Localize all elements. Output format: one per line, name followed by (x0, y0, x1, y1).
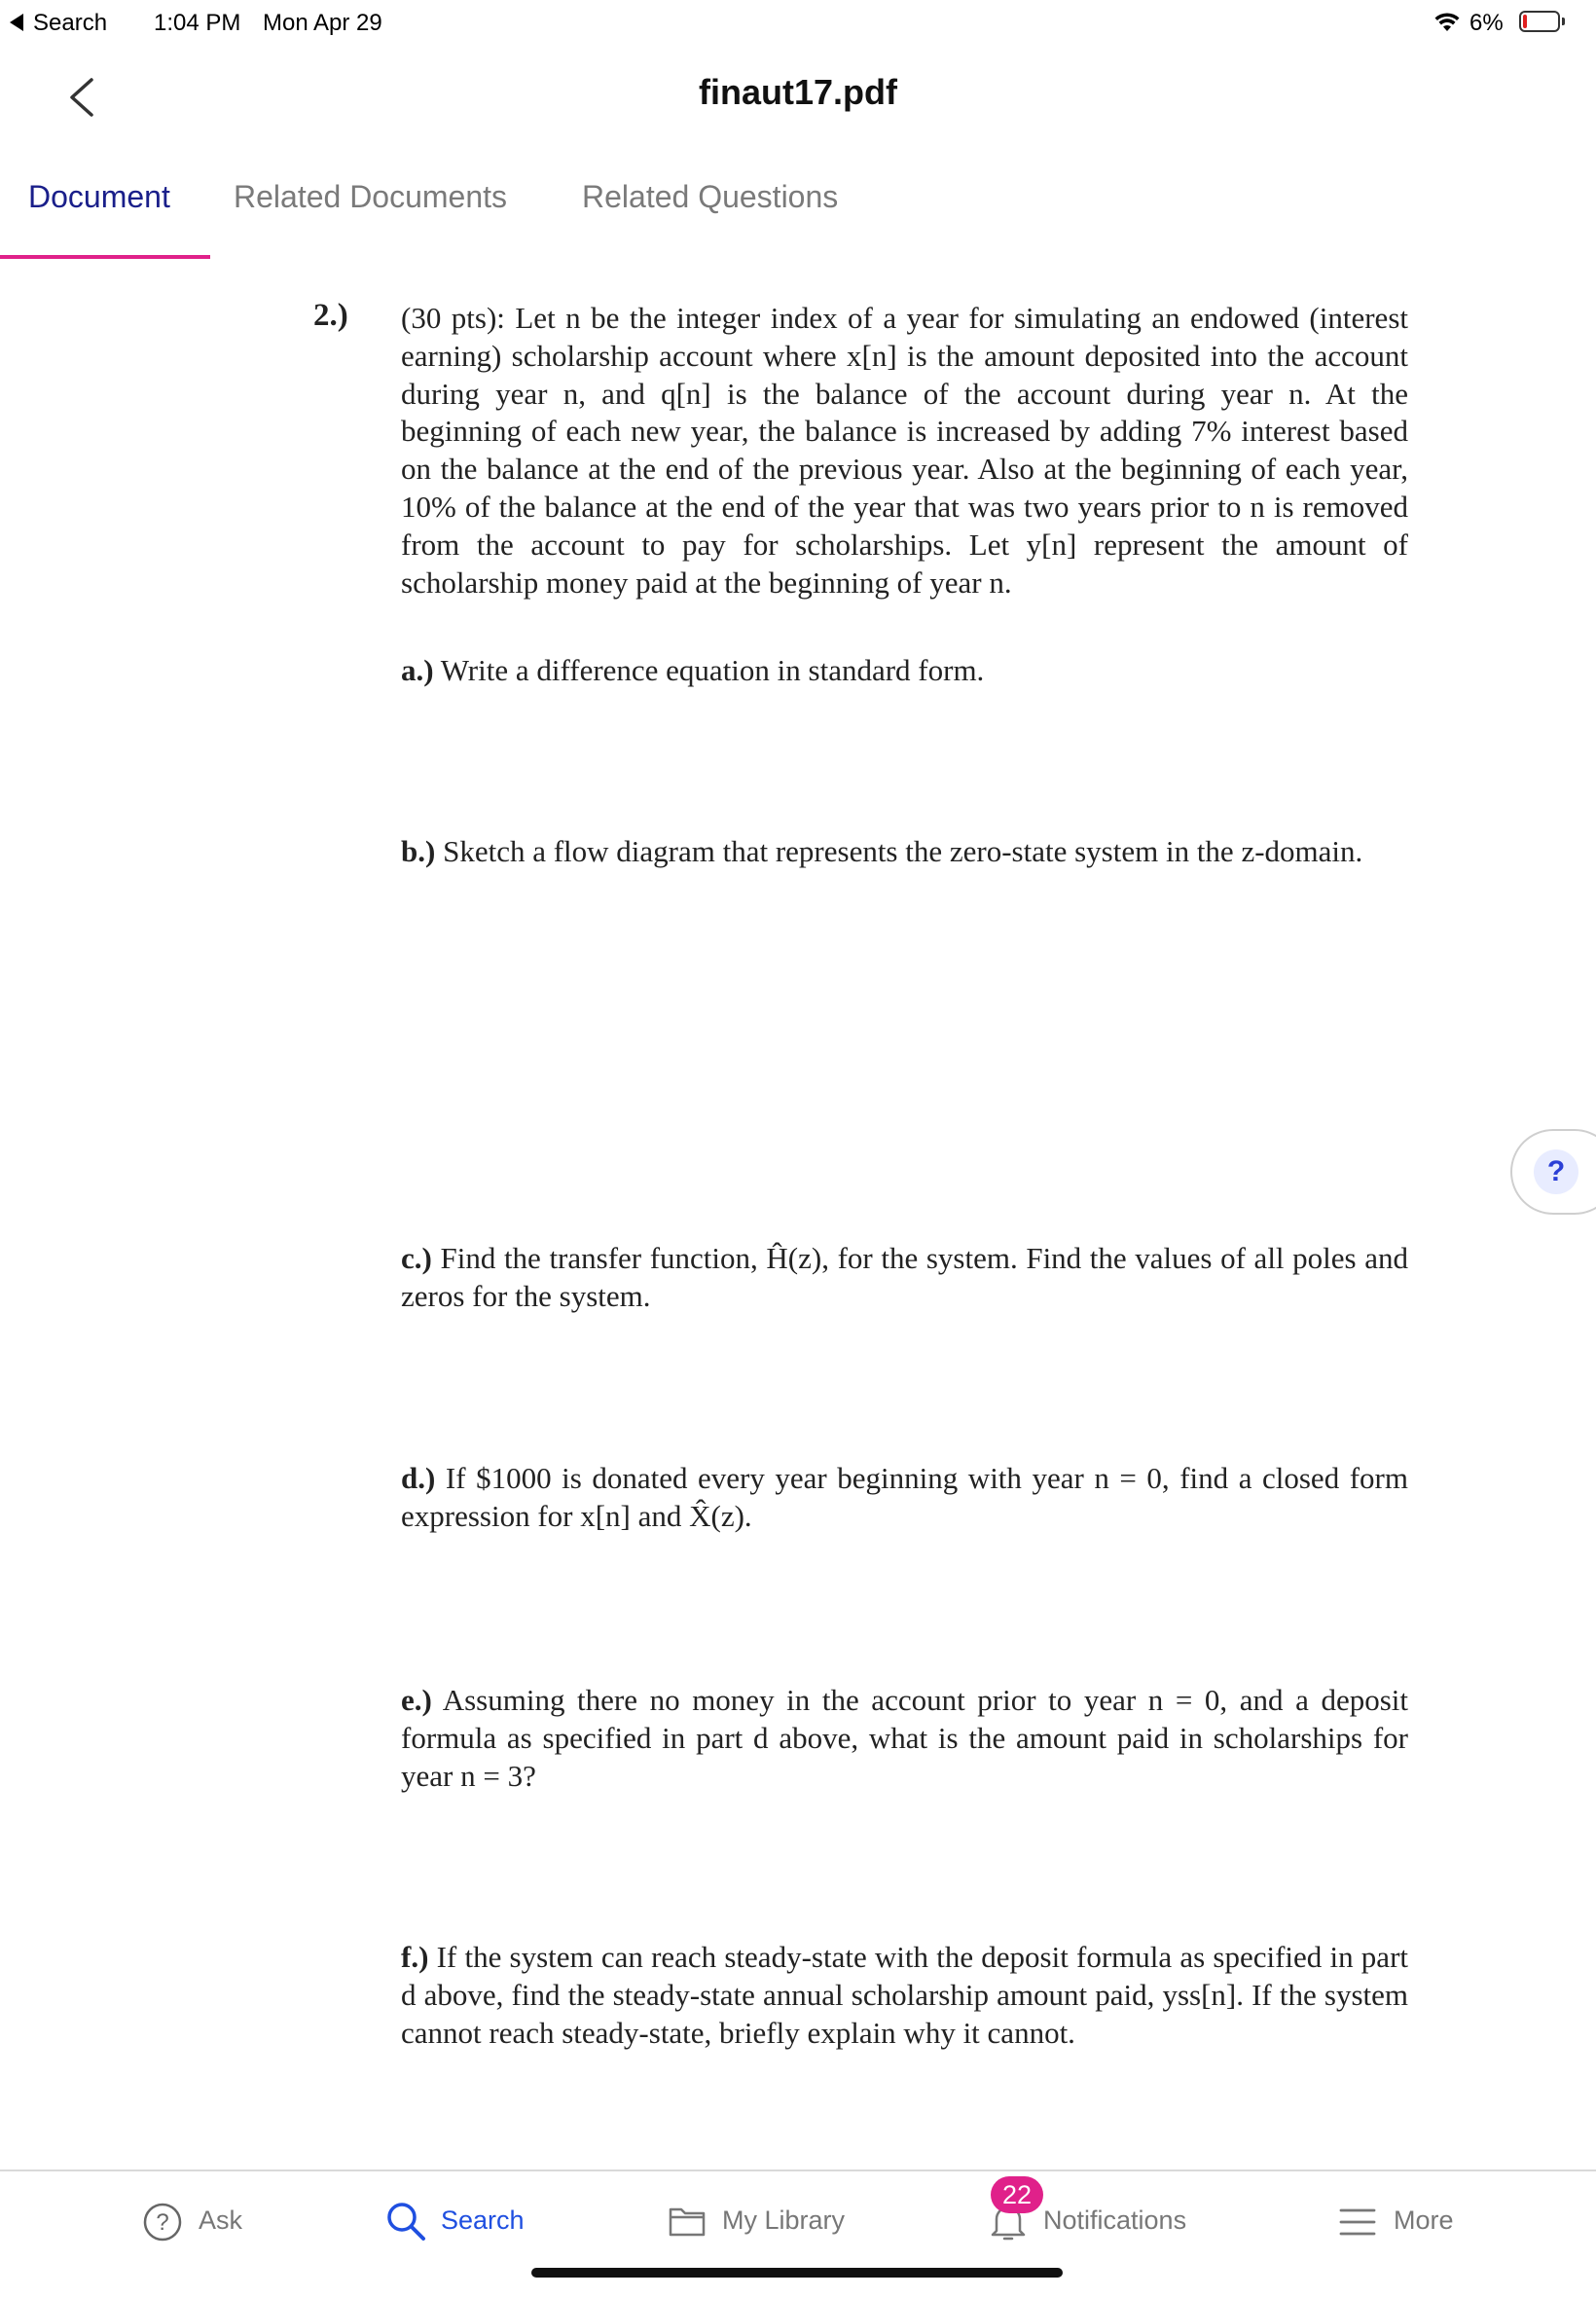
part-b (401, 833, 1408, 871)
help-button[interactable] (1510, 1129, 1596, 1215)
question-intro: (30 pts): Let n be the integer index of a year for simulating an endowed (interest earning) scholarship account where x[n] is the amount deposited into the account during year n, and q[n] is the balance of the account during year n. At the beginning of each new year, the balance is increased by adding 7% interest based on the balance at the end of the previous year. Also at the beginning of each year, 10% of the balance at the end of the year that was two years prior to n is removed from the account to pay for scholarships. Let y[n] represent the amount of scholarship money paid at the beginning of year n. (401, 301, 1408, 600)
nav-more-label: More (1394, 2206, 1454, 2235)
part-c-label: c.) (401, 1241, 432, 1275)
nav-search-label: Search (441, 2206, 525, 2235)
battery-nub (1562, 18, 1565, 25)
nav-more[interactable] (1339, 2198, 1466, 2246)
part-f-text: If the system can reach steady-state with the deposit formula as specified in part d above, find the steady-state annual scholarship amount paid, yss[n]. If the system cannot reach steady-state, briefly explain why it cannot. (401, 1940, 1409, 2050)
part-a-label: a.) (401, 653, 434, 687)
tab-related-documents[interactable]: Related Documents (234, 179, 508, 214)
nav-notifications-label: Notifications (1043, 2206, 1187, 2235)
part-a-text: Write a difference equation in standard form. (440, 653, 985, 687)
status-bar (0, 0, 1596, 49)
tab-document[interactable]: Document (28, 179, 170, 214)
part-a (401, 652, 1408, 690)
part-e-label: e.) (401, 1683, 432, 1717)
nav-ask[interactable] (142, 2198, 249, 2246)
tab-related-questions[interactable]: Related Questions (582, 179, 839, 214)
part-f-label: f.) (401, 1940, 429, 1974)
battery-percent: 6% (1469, 10, 1504, 36)
back-to-app-icon[interactable] (10, 14, 23, 31)
notifications-badge: 22 (991, 2176, 1043, 2213)
bottom-nav-divider (0, 2169, 1596, 2171)
part-d (401, 1460, 1408, 1536)
nav-search[interactable] (384, 2198, 530, 2246)
question-number: 2.) (313, 298, 348, 333)
part-c-text: Find the transfer function, Ĥ(z), for the system. Find the values of all poles and zeros for the system. (401, 1241, 1408, 1313)
nav-ask-label: Ask (199, 2206, 243, 2235)
page-title: finaut17.pdf (699, 72, 897, 112)
part-e-text: Assuming there no money in the account prior to year n = 0, and a deposit formula as specified in part d above, what is the amount paid in scholarships for year n = 3? (401, 1683, 1408, 1793)
status-date: Mon Apr 29 (263, 10, 382, 36)
svg-text:?: ? (156, 2209, 169, 2236)
part-e (401, 1682, 1408, 1795)
folder-icon (668, 2204, 707, 2239)
part-d-label: d.) (401, 1461, 436, 1495)
battery-icon (1519, 11, 1560, 32)
part-d-text: If $1000 is donated every year beginning with year n = 0, find a closed form expression for x[n] and X̂(z). (401, 1461, 1408, 1533)
part-c (401, 1240, 1408, 1316)
question-mark-icon: ? (1534, 1149, 1578, 1194)
nav-my-library-label: My Library (722, 2206, 846, 2235)
part-f (401, 1939, 1408, 2052)
active-tab-underline (0, 255, 210, 259)
wifi-icon (1434, 12, 1460, 33)
menu-icon (1339, 2207, 1376, 2237)
part-b-label: b.) (401, 834, 436, 868)
search-icon (384, 2200, 427, 2242)
nav-my-library[interactable] (668, 2198, 862, 2246)
back-to-app-label[interactable]: Search (33, 10, 108, 36)
ask-icon (142, 2202, 183, 2242)
part-b-text: Sketch a flow diagram that represents the zero-state system in the z-domain. (443, 834, 1363, 868)
home-indicator[interactable] (531, 2268, 1063, 2278)
status-time: 1:04 PM (154, 10, 241, 36)
